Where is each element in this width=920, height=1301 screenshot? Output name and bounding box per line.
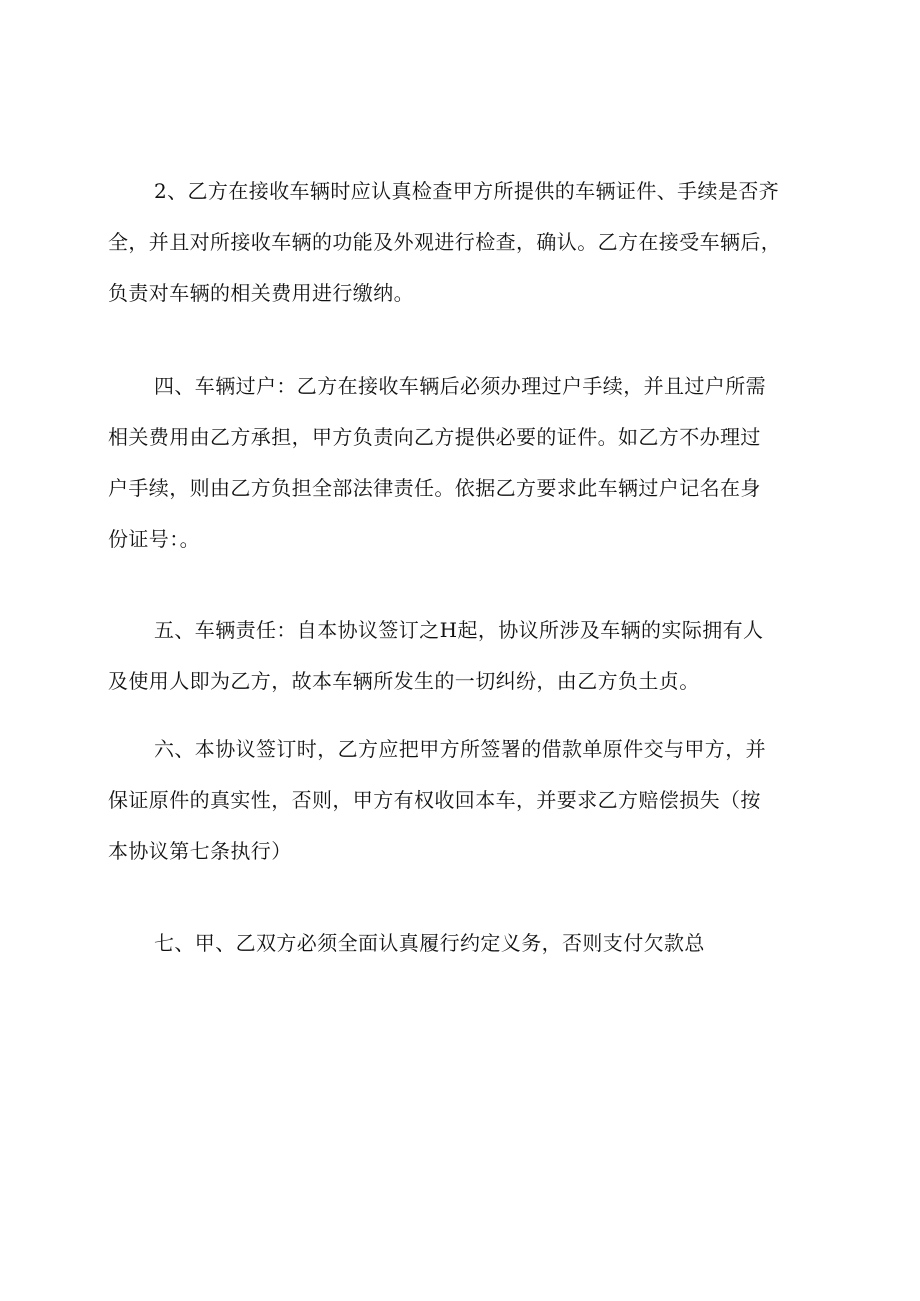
paragraph-line: 份证号：。: [108, 527, 200, 551]
clause-7-obligations: [108, 918, 808, 969]
paragraph-line: 及使用人即为乙方，故本车辆所发生的一切纠纷，由乙方负土贞。: [108, 669, 700, 693]
paragraph-line: 六、本协议签订时，乙方应把甲方所签署的借款单原件交与甲方，并: [154, 737, 766, 761]
clause-2-vehicle-inspection: [108, 166, 808, 319]
clause-6-loan-document: [108, 724, 808, 877]
clause-5-vehicle-liability: [108, 605, 808, 707]
paragraph-line: 全，并且对所接收车辆的功能及外观进行检查，确认。乙方在接受车辆后，: [108, 230, 782, 254]
paragraph-line: 本协议第七条执行）: [108, 839, 292, 863]
paragraph-line: 七、甲、乙双方必须全面认真履行约定义务，否则支付欠款总: [154, 931, 705, 955]
paragraph-line: 保证原件的真实性，否则，甲方有权收回本车，并要求乙方赔偿损失（按: [108, 788, 761, 812]
clause-4-vehicle-transfer: [108, 361, 808, 565]
paragraph-line: 四、车辆过户：乙方在接收车辆后必须办理过户手续，并且过户所需: [154, 374, 766, 398]
paragraph-line: 2、乙方在接收车辆时应认真检查甲方所提供的车辆证件、手续是否齐: [154, 179, 780, 203]
paragraph-line: 户手续，则由乙方负担全部法律责任。依据乙方要求此车辆过户记名在身: [108, 476, 761, 500]
paragraph-line: 五、车辆责任：自本协议签订之H起，协议所涉及车辆的实际拥有人: [154, 618, 764, 642]
paragraph-line: 相关费用由乙方承担，甲方负责向乙方提供必要的证件。如乙方不办理过: [108, 425, 761, 449]
paragraph-line: 负责对车辆的相关费用进行缴纳。: [108, 281, 414, 305]
